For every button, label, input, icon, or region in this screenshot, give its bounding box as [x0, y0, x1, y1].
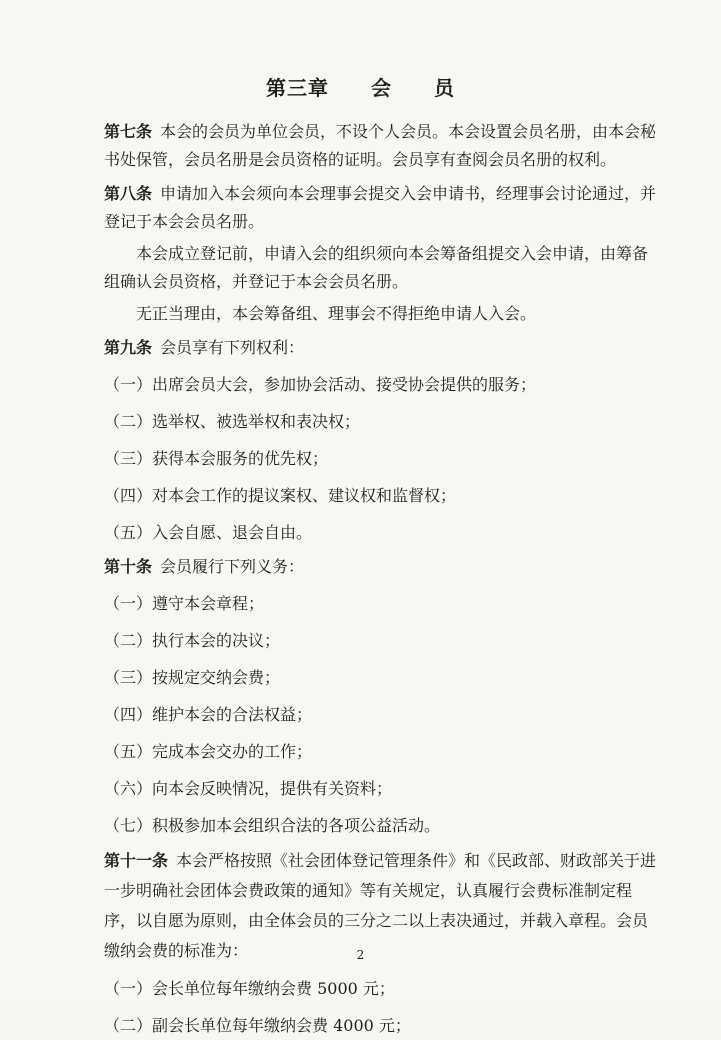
article-8-paragraph-2: 本会成立登记前，申请入会的组织须向本会筹备组提交入会申请，由筹备组确认会员资格，并登记于本会会员名册。 [104, 244, 649, 291]
list-item: （三）获得本会服务的优先权； [104, 449, 329, 468]
article-label: 第九条 [104, 338, 153, 357]
list-item: （三）按规定交纳会费； [104, 668, 281, 687]
article-10 [104, 553, 660, 581]
document-body [104, 118, 660, 1040]
article-text: 会员享有下列权利： [160, 338, 305, 357]
article-label: 第七条 [104, 122, 153, 141]
article-8 [104, 180, 660, 236]
list-item: （二）副会长单位每年缴纳会费 4000 元； [104, 1016, 411, 1035]
article-7 [104, 118, 660, 174]
article-9 [104, 334, 660, 362]
list-item: （五）完成本会交办的工作； [104, 742, 313, 761]
list-item: （一）遵守本会章程； [104, 594, 265, 613]
article-label: 第十条 [104, 557, 153, 576]
list-item: （二）选举权、被选举权和表决权； [104, 412, 361, 431]
list-item: （六）向本会反映情况，提供有关资料； [104, 779, 393, 798]
article-8-paragraph-3: 无正当理由，本会筹备组、理事会不得拒绝申请人入会。 [136, 304, 537, 323]
article-text: 本会严格按照《社会团体登记管理条件》和《民政部、财政部关于进一步明确社会团体会费政策的通知》等有关规定，认真履行会费标准制定程序，以自愿为原则，由全体会员的三分之二以上表决通过，并载入章程。会员缴纳会费的标准为： [104, 851, 657, 960]
article-label: 第八条 [104, 184, 153, 203]
article-text: 本会的会员为单位会员，不设个人会员。本会设置会员名册，由本会秘书处保管，会员名册是会员资格的证明。会员享有查阅会员名册的权利。 [104, 122, 657, 169]
list-item: （一）出席会员大会，参加协会活动、接受协会提供的服务； [104, 375, 537, 394]
list-item: （五）入会自愿、退会自由。 [104, 523, 313, 542]
list-item: （七）积极参加本会组织合法的各项公益活动。 [104, 816, 441, 835]
list-item: （二）执行本会的决议； [104, 631, 281, 650]
article-label: 第十一条 [104, 851, 169, 870]
chapter-title: 第三章 会 员 [266, 76, 455, 100]
article-text: 会员履行下列义务： [160, 557, 305, 576]
page-number: 2 [356, 948, 365, 962]
article-text: 申请加入本会须向本会理事会提交入会申请书，经理事会讨论通过，并登记于本会会员名册。 [104, 184, 657, 231]
list-item: （一）会长单位每年缴纳会费 5000 元； [104, 979, 395, 998]
list-item: （四）维护本会的合法权益； [104, 705, 313, 724]
list-item: （四）对本会工作的提议案权、建议权和监督权； [104, 486, 457, 505]
